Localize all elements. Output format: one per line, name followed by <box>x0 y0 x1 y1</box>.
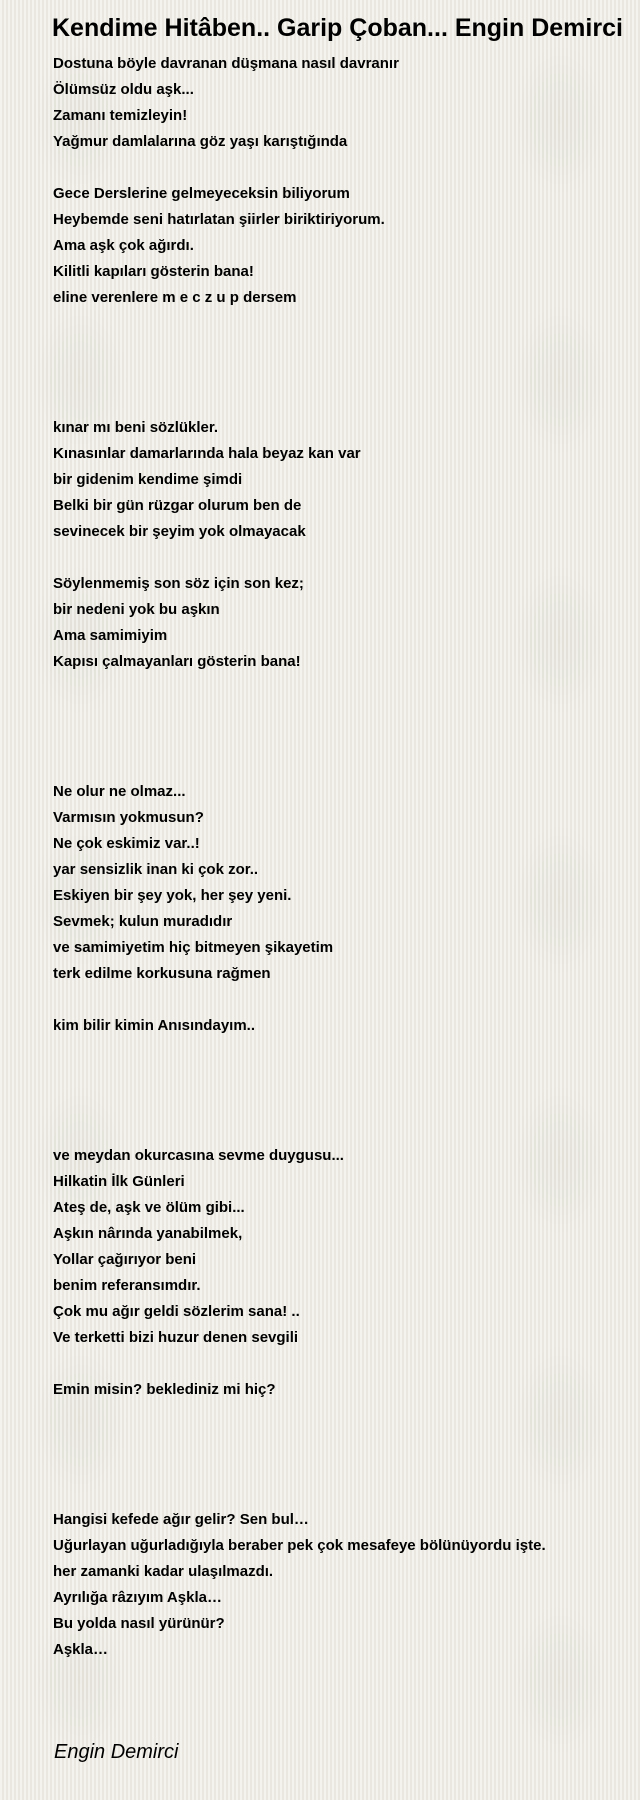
poem-line: Ama samimiyim <box>53 627 168 644</box>
poem-line: yar sensizlik inan ki çok zor.. <box>53 861 259 878</box>
poem-line: Ama aşk çok ağırdı. <box>53 237 194 254</box>
stanza <box>53 1507 633 1663</box>
author-signature: Engin Demirci <box>54 1741 179 1763</box>
poem-line: Hilkatin İlk Günleri <box>53 1173 185 1190</box>
poem-line: bir nedeni yok bu aşkın <box>53 601 220 618</box>
poem-line: Zamanı temizleyin! <box>53 107 188 124</box>
poem-line: Sevmek; kulun muradıdır <box>53 913 233 930</box>
poem-line: Emin misin? beklediniz mi hiç? <box>53 1381 276 1398</box>
poem-line: Gece Derslerine gelmeyeceksin biliyorum <box>53 185 350 202</box>
stanza <box>53 181 633 311</box>
stanza <box>53 1377 633 1403</box>
poem-line: kınar mı beni sözlükler. <box>53 419 219 436</box>
poem-line: sevinecek bir şeyim yok olmayacak <box>53 523 306 540</box>
poem-line: Belki bir gün rüzgar olurum ben de <box>53 497 302 514</box>
poem-line: her zamanki kadar ulaşılmazdı. <box>53 1563 274 1580</box>
poem-line: Söylenmemiş son söz için son kez; <box>53 575 304 592</box>
poem-line: terk edilme korkusuna rağmen <box>53 965 271 982</box>
poem-title: Kendime Hitâben.. Garip Çoban... Engin Demirci <box>52 14 623 42</box>
stanza <box>53 1013 633 1039</box>
poem-line: Ateş de, aşk ve ölüm gibi... <box>53 1199 245 1216</box>
poem-line: Eskiyen bir şey yok, her şey yeni. <box>53 887 292 904</box>
poem-line: ve samimiyetim hiç bitmeyen şikayetim <box>53 939 334 956</box>
poem-line: Ne çok eskimiz var..! <box>53 835 200 852</box>
poem-line: ve meydan okurcasına sevme duygusu... <box>53 1147 344 1164</box>
poem-line: Kilitli kapıları gösterin bana! <box>53 263 254 280</box>
poem-line: Aşkın nârında yanabilmek, <box>53 1225 243 1242</box>
poem-line: kim bilir kimin Anısındayım.. <box>53 1017 255 1034</box>
stanza <box>53 51 633 155</box>
poem-line: Kapısı çalmayanları gösterin bana! <box>53 653 301 670</box>
stanza <box>53 1143 633 1351</box>
poem-line: Yağmur damlalarına göz yaşı karıştığında <box>53 133 348 150</box>
stanza <box>53 779 633 987</box>
poem-line: Ölümsüz oldu aşk... <box>53 81 194 98</box>
poem-line: Çok mu ağır geldi sözlerim sana! .. <box>53 1303 300 1320</box>
poem-line: Ve terketti bizi huzur denen sevgili <box>53 1329 299 1346</box>
poem-line: Bu yolda nasıl yürünür? <box>53 1615 225 1632</box>
poem-line: Ayrılığa râzıyım Aşkla… <box>53 1589 222 1606</box>
stanza <box>53 571 633 675</box>
poem-line: Yollar çağırıyor beni <box>53 1251 197 1268</box>
poem-line: Varmısın yokmusun? <box>53 809 204 826</box>
poem-line: Uğurlayan uğurladığıyla beraber pek çok mesafeye bölünüyordu işte. <box>53 1537 546 1554</box>
poem-line: Kınasınlar damarlarında hala beyaz kan var <box>53 445 361 462</box>
stanza <box>53 415 633 545</box>
poem-body <box>53 51 633 1689</box>
poem-line: Dostuna böyle davranan düşmana nasıl davranır <box>53 55 399 72</box>
poem-line: Ne olur ne olmaz... <box>53 783 186 800</box>
poem-line: Aşkla… <box>53 1641 109 1658</box>
poem-line: eline verenlere m e c z u p dersem <box>53 289 297 306</box>
poem-line: benim referansımdır. <box>53 1277 201 1294</box>
poem-line: Heybemde seni hatırlatan şiirler biriktiriyorum. <box>53 211 385 228</box>
poem-line: Hangisi kefede ağır gelir? Sen bul… <box>53 1511 309 1528</box>
poem-line: bir gidenim kendime şimdi <box>53 471 243 488</box>
